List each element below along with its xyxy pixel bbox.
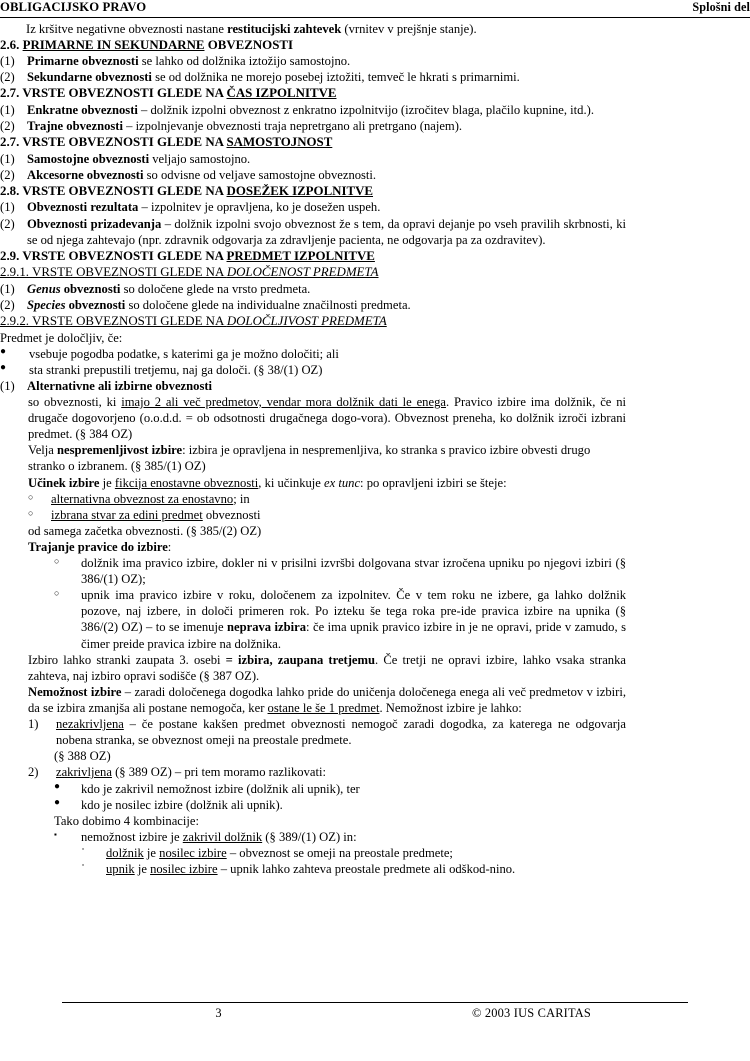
alt-p2-c: : izbira je opravljena in nespremenljiva, ko stranka s pravico izbire obvesti drugo stranko o izbranem. (§ 385/(1) OZ) bbox=[28, 443, 591, 474]
list-item bbox=[0, 845, 626, 861]
item-body bbox=[27, 118, 626, 134]
circle-bullet-icon: ○ bbox=[28, 491, 34, 502]
square-bullet-icon: ▪ bbox=[54, 829, 57, 839]
item-text: veljajo samostojno. bbox=[149, 151, 251, 166]
item-heading bbox=[27, 378, 626, 394]
heading-2-9-1-plain: VRSTE OBVEZNOSTI GLEDE NA bbox=[32, 265, 227, 280]
list-item bbox=[0, 781, 626, 797]
alt-heading-text: Alternativne ali izbirne obveznosti bbox=[27, 378, 213, 393]
item-underlined: alternativna obveznost za enostavno bbox=[51, 491, 234, 506]
heading-2-6-number: 2.6. bbox=[0, 37, 20, 52]
heading-2-8-number: 2.8. bbox=[0, 183, 20, 198]
item-text-a: upnik ima pravico izbire v roku, določenem za izpolnitev. Če v tem roku ne izbere, ga lahko dolžnik pozove, naj izbere, in določi primeren rok. Po izteku še tega roka pre-ide pravica izbire na upnika (§ 386/(2) OZ) – to se imenuje bbox=[81, 588, 626, 635]
item-term-italic: Species bbox=[27, 297, 66, 312]
item-term: Primarne obveznosti bbox=[27, 54, 139, 69]
item-term: Sekundarne obveznosti bbox=[27, 70, 152, 85]
item-term: Samostojne obveznosti bbox=[27, 151, 150, 166]
item-underlined: zakrivil dolžnik bbox=[182, 829, 263, 844]
heading-2-6-underlined: PRIMARNE IN SEKUNDARNE bbox=[22, 37, 205, 52]
item-term: Enkratne obveznosti bbox=[27, 102, 138, 117]
item-underlined-1: upnik bbox=[106, 862, 135, 877]
item-term: neprava izbira bbox=[227, 620, 307, 635]
trust-c: . Če tretji ne opravi izbire, lahko vsaka stranka zahteva, naj izbiro opravi sodišče (§ 387 OZ). bbox=[28, 652, 626, 683]
page-footer bbox=[62, 1002, 688, 1021]
alt-sub-tail: od samega začetka obveznosti. (§ 385/(2) OZ) bbox=[28, 523, 262, 538]
item-body bbox=[106, 861, 626, 877]
item-term: obveznosti bbox=[60, 281, 121, 296]
list-item bbox=[0, 797, 626, 813]
list-item bbox=[28, 716, 626, 748]
alt-p2-term: nespremenljivost izbire bbox=[57, 443, 183, 458]
item-body bbox=[51, 507, 626, 523]
bullet-icon: ● bbox=[0, 345, 7, 357]
item-text: kdo je nosilec izbire (dolžnik ali upnik). bbox=[81, 797, 283, 812]
heading-2-7-cas bbox=[0, 85, 626, 102]
item-underlined-2: nosilec izbire bbox=[159, 846, 227, 861]
item-body bbox=[27, 53, 626, 69]
item-text: – upnik lahko zahteva preostale predmete ali odškod-nino. bbox=[217, 862, 516, 877]
item-body bbox=[27, 216, 626, 248]
item-marker: 2) bbox=[28, 765, 39, 780]
list-item bbox=[0, 199, 626, 215]
item-text: – izpolnitev je opravljena, ko je dosežen uspeh. bbox=[138, 200, 381, 215]
alt-p3-d: : po opravljeni izbiri se šteje: bbox=[360, 475, 507, 490]
list-item bbox=[0, 216, 626, 248]
item-marker: (2) bbox=[0, 297, 15, 312]
item-marker: (1) bbox=[0, 378, 15, 393]
item-text: obveznosti bbox=[202, 507, 261, 522]
alt-p3-c: , ki učinkuje bbox=[258, 475, 325, 490]
item-body bbox=[51, 491, 626, 507]
item-marker: (1) bbox=[0, 102, 15, 117]
alt-p1-a: so obveznosti, ki bbox=[28, 394, 122, 409]
item-body bbox=[81, 829, 626, 845]
list-item bbox=[0, 378, 626, 394]
alt-paragraph-2 bbox=[28, 442, 626, 474]
list-item bbox=[0, 861, 626, 877]
item-body bbox=[27, 167, 626, 183]
circle-bullet-icon: ○ bbox=[54, 556, 60, 567]
heading-2-9-2-underline-wrap bbox=[0, 314, 387, 328]
item-body bbox=[27, 102, 626, 118]
item-body bbox=[56, 716, 626, 748]
heading-2-7-cas-underlined: ČAS IZPOLNITVE bbox=[226, 86, 337, 101]
impossibility-c: . Nemožnost izbire je lahko: bbox=[379, 701, 522, 716]
list-item bbox=[28, 764, 626, 780]
item-body bbox=[27, 69, 626, 85]
heading-2-6-rest: OBVEZNOSTI bbox=[204, 37, 293, 52]
item-text: (§ 389 OZ) – pri tem moramo razlikovati: bbox=[111, 765, 326, 780]
intro-paragraph bbox=[0, 21, 626, 37]
heading-2-7-samostojnost-underlined: SAMOSTOJNOST bbox=[226, 135, 333, 150]
heading-2-7-samostojnost-number: 2.7. bbox=[0, 135, 20, 150]
item-underlined-2: nosilec izbire bbox=[150, 862, 218, 877]
item-term: Akcesorne obveznosti bbox=[27, 167, 144, 182]
item-text: se od dolžnika ne morejo posebej iztožiti, temveč le hkrati s primarnimi. bbox=[151, 70, 520, 85]
intro-text-a: Iz kršitve negativne obveznosti nastane bbox=[26, 21, 228, 36]
hollow-square-bullet-icon: ▫ bbox=[82, 846, 85, 854]
item-text: se lahko od dolžnika iztožijo samostojno. bbox=[138, 54, 351, 69]
item-text: – dolžnik izpolni svojo obveznost že s tem, da opravi dejanje po vseh pravilih skrbnosti, ki se od njega zahtevajo (npr. zdravnik odgovarja za zdravljenje pacienta, ne odgovarja pa za ozdravitev). bbox=[27, 216, 626, 247]
intro-text-b: (vrnitev v prejšnje stanje). bbox=[341, 21, 477, 36]
item-marker: (2) bbox=[0, 167, 15, 182]
item-term: Trajne obveznosti bbox=[27, 119, 123, 134]
heading-2-7-samostojnost bbox=[0, 134, 626, 151]
heading-2-8 bbox=[0, 183, 626, 200]
impossibility-a: – zaradi določenega dogodka lahko pride do uničenja določenega enega ali več predmetov v izbiri, da se izbira zmanjša ali postane nemogoča, ker bbox=[28, 684, 626, 716]
item-text: ; in bbox=[233, 491, 250, 506]
copyright-notice: © 2003 IUS CARITAS bbox=[471, 1006, 592, 1020]
item-marker: (1) bbox=[0, 200, 15, 215]
heading-2-9-number: 2.9. bbox=[0, 248, 20, 263]
impossibility-term: Nemožnost izbire bbox=[28, 684, 122, 699]
list-item bbox=[0, 69, 626, 85]
item-text: vsebuje pogodba podatke, s katerimi ga je možno določiti; ali bbox=[29, 346, 339, 361]
page-number: 3 bbox=[215, 1006, 222, 1020]
heading-2-9-2-number: 2.9.2. bbox=[0, 314, 30, 328]
list-item bbox=[0, 167, 626, 183]
item-marker: (1) bbox=[0, 151, 15, 166]
bullet-icon: ● bbox=[54, 780, 61, 792]
item-term: Obveznosti prizadevanja bbox=[27, 216, 162, 231]
item-text: dolžnik ima pravico izbire, dokler ni v prisilni izvršbi dolgovana stvar izročena upniku po njegovi izbiri (§ 386/(1) OZ); bbox=[81, 556, 626, 587]
item-marker: 1) bbox=[28, 717, 39, 732]
item-body bbox=[27, 297, 626, 313]
list-item bbox=[0, 53, 626, 69]
item-marker: (1) bbox=[0, 281, 15, 296]
heading-2-9-2-plain: VRSTE OBVEZNOSTI GLEDE NA bbox=[32, 314, 227, 328]
item-underlined-1: dolžnik bbox=[106, 846, 144, 861]
item-body bbox=[27, 281, 626, 297]
heading-2-8-plain: VRSTE OBVEZNOSTI GLEDE NA bbox=[22, 183, 227, 198]
alt-p3-a: je bbox=[99, 475, 115, 490]
trust-term: = izbira, zaupana tretjemu bbox=[225, 652, 376, 667]
header-title-left: OBLIGACIJSKO PRAVO bbox=[0, 0, 147, 14]
list-item bbox=[0, 362, 626, 378]
heading-2-9-underlined: PREDMET IZPOLNITVE bbox=[226, 248, 375, 263]
item-term: obveznosti bbox=[65, 297, 126, 312]
item-body bbox=[56, 764, 626, 780]
heading-2-9-2-italic: DOLOČLJIVOST PREDMETA bbox=[226, 314, 387, 328]
list-item bbox=[0, 118, 626, 134]
heading-2-9-1-underline-wrap bbox=[0, 265, 379, 279]
bullet-icon: ● bbox=[54, 796, 61, 808]
impossibility-underlined: ostane le še 1 predmet bbox=[267, 701, 380, 716]
alt-p1-underlined: imajo 2 ali več predmetov, vendar mora dolžnik dati le enega bbox=[121, 394, 446, 409]
list-item bbox=[0, 555, 626, 587]
heading-2-7-cas-plain: VRSTE OBVEZNOSTI GLEDE NA bbox=[22, 86, 227, 101]
duration-heading-text: Trajanje pravice do izbire bbox=[28, 539, 168, 554]
heading-2-7-samostojnost-plain: VRSTE OBVEZNOSTI GLEDE NA bbox=[22, 135, 227, 150]
list-item bbox=[0, 102, 626, 118]
alt-paragraph-1 bbox=[28, 394, 626, 442]
item-underlined: izbrana stvar za edini predmet bbox=[51, 507, 203, 522]
alt-p3-term: Učinek izbire bbox=[28, 475, 100, 490]
list-item bbox=[0, 507, 626, 523]
alt-p1-b: . Pravico izbire ima dolžnik, če ni drugače dogovorjeno (o.o.d.d. = ob odsotnosti drugačnega dogo-vora). Obveznost preneha, ko dolžnik izroči izbrani predmet. (§ 384 OZ) bbox=[28, 394, 627, 442]
page-header bbox=[0, 0, 750, 18]
alt-p3-latin: ex tunc bbox=[324, 475, 361, 490]
list-item bbox=[0, 151, 626, 167]
item-text: – izpolnjevanje obveznosti traja nepretrgano ali pretrgano (najem). bbox=[122, 119, 463, 134]
item-text-b: : če ima upnik pravico izbire in je ne opravi, pride v zamudo, s čimer preide pravica izbire na dolžnika. bbox=[81, 620, 626, 651]
heading-2-9-plain: VRSTE OBVEZNOSTI GLEDE NA bbox=[22, 248, 227, 263]
item-text-mid: je bbox=[134, 862, 151, 877]
trust-paragraph bbox=[28, 652, 626, 684]
heading-2-9-2 bbox=[0, 313, 626, 330]
item-marker: (1) bbox=[0, 54, 15, 69]
heading-2-9-1-italic: DOLOČENOST PREDMETA bbox=[226, 265, 379, 280]
item-text: so določene glede na vrsto predmeta. bbox=[120, 281, 311, 296]
list-item bbox=[0, 491, 626, 507]
trust-a: Izbiro lahko stranki zaupata 3. osebi bbox=[28, 652, 226, 667]
item-text: – obveznost se omeji na preostale predmete; bbox=[226, 846, 453, 861]
item-marker: (2) bbox=[0, 119, 15, 134]
item-text-mid: je bbox=[143, 846, 160, 861]
alt-p2-a: Velja bbox=[28, 443, 58, 458]
list-item bbox=[0, 346, 626, 362]
list-item bbox=[0, 587, 626, 651]
list-item bbox=[0, 829, 626, 845]
circle-bullet-icon: ○ bbox=[28, 507, 34, 518]
item-text: so določene glede na individualne značilnosti predmeta. bbox=[125, 297, 411, 312]
list-item bbox=[0, 281, 626, 297]
item-body bbox=[106, 845, 626, 861]
item-text-a: nemožnost izbire je bbox=[81, 829, 183, 844]
item-marker: (2) bbox=[0, 216, 15, 231]
duration-heading bbox=[28, 539, 626, 555]
item-marker: (2) bbox=[0, 70, 15, 85]
intro-term: restitucijski zahtevek bbox=[227, 21, 342, 36]
impossibility-item-1-tail: (§ 388 OZ) bbox=[54, 749, 111, 764]
heading-2-9 bbox=[0, 248, 626, 265]
alt-p3-underlined: fikcija enostavne obveznosti bbox=[114, 475, 259, 490]
item-body bbox=[27, 199, 626, 215]
definition-lead: Predmet je določljiv, če: bbox=[0, 330, 123, 345]
hollow-square-bullet-icon: ▫ bbox=[82, 862, 85, 870]
document-body bbox=[0, 21, 626, 878]
heading-2-6 bbox=[0, 37, 626, 54]
combination-lead: Tako dobimo 4 kombinacije: bbox=[54, 813, 199, 828]
item-text: kdo je zakrivil nemožnost izbire (dolžnik ali upnik), ter bbox=[81, 781, 360, 796]
list-item bbox=[0, 297, 626, 313]
item-text-b: (§ 389/(1) OZ) in: bbox=[262, 829, 357, 844]
heading-2-9-1 bbox=[0, 264, 626, 281]
item-term: Obveznosti rezultata bbox=[27, 200, 139, 215]
item-text: – dolžnik izpolni obveznost z enkratno izpolnitvijo (izročitev blaga, plačilo kupnine, itd.). bbox=[137, 102, 594, 117]
item-text: so odvisne od veljave samostojne obveznosti. bbox=[143, 167, 377, 182]
duration-heading-colon: : bbox=[167, 539, 172, 554]
item-term-italic: Genus bbox=[27, 281, 61, 296]
heading-2-8-underlined: DOSEŽEK IZPOLNITVE bbox=[226, 183, 374, 198]
heading-2-7-cas-number: 2.7. bbox=[0, 86, 20, 101]
item-body bbox=[81, 587, 626, 651]
item-underlined: nezakrivljena bbox=[56, 717, 124, 732]
item-body bbox=[27, 151, 626, 167]
item-underlined: zakrivljena bbox=[56, 765, 112, 780]
circle-bullet-icon: ○ bbox=[54, 588, 60, 599]
heading-2-9-1-number: 2.9.1. bbox=[0, 265, 30, 280]
alt-paragraph-3 bbox=[28, 475, 626, 491]
impossibility-paragraph bbox=[28, 684, 626, 716]
item-text: sta stranki prepustili tretjemu, naj ga določi. (§ 38/(1) OZ) bbox=[29, 362, 323, 377]
item-text: – če postane kakšen predmet obveznosti nemogoč zaradi dogodka, za katerega ne odgovarja nobena stranka, se obveznost omeji na preostale predmete. bbox=[56, 717, 626, 748]
bullet-icon: ● bbox=[0, 361, 7, 373]
header-title-right: Splošni del bbox=[692, 0, 750, 14]
